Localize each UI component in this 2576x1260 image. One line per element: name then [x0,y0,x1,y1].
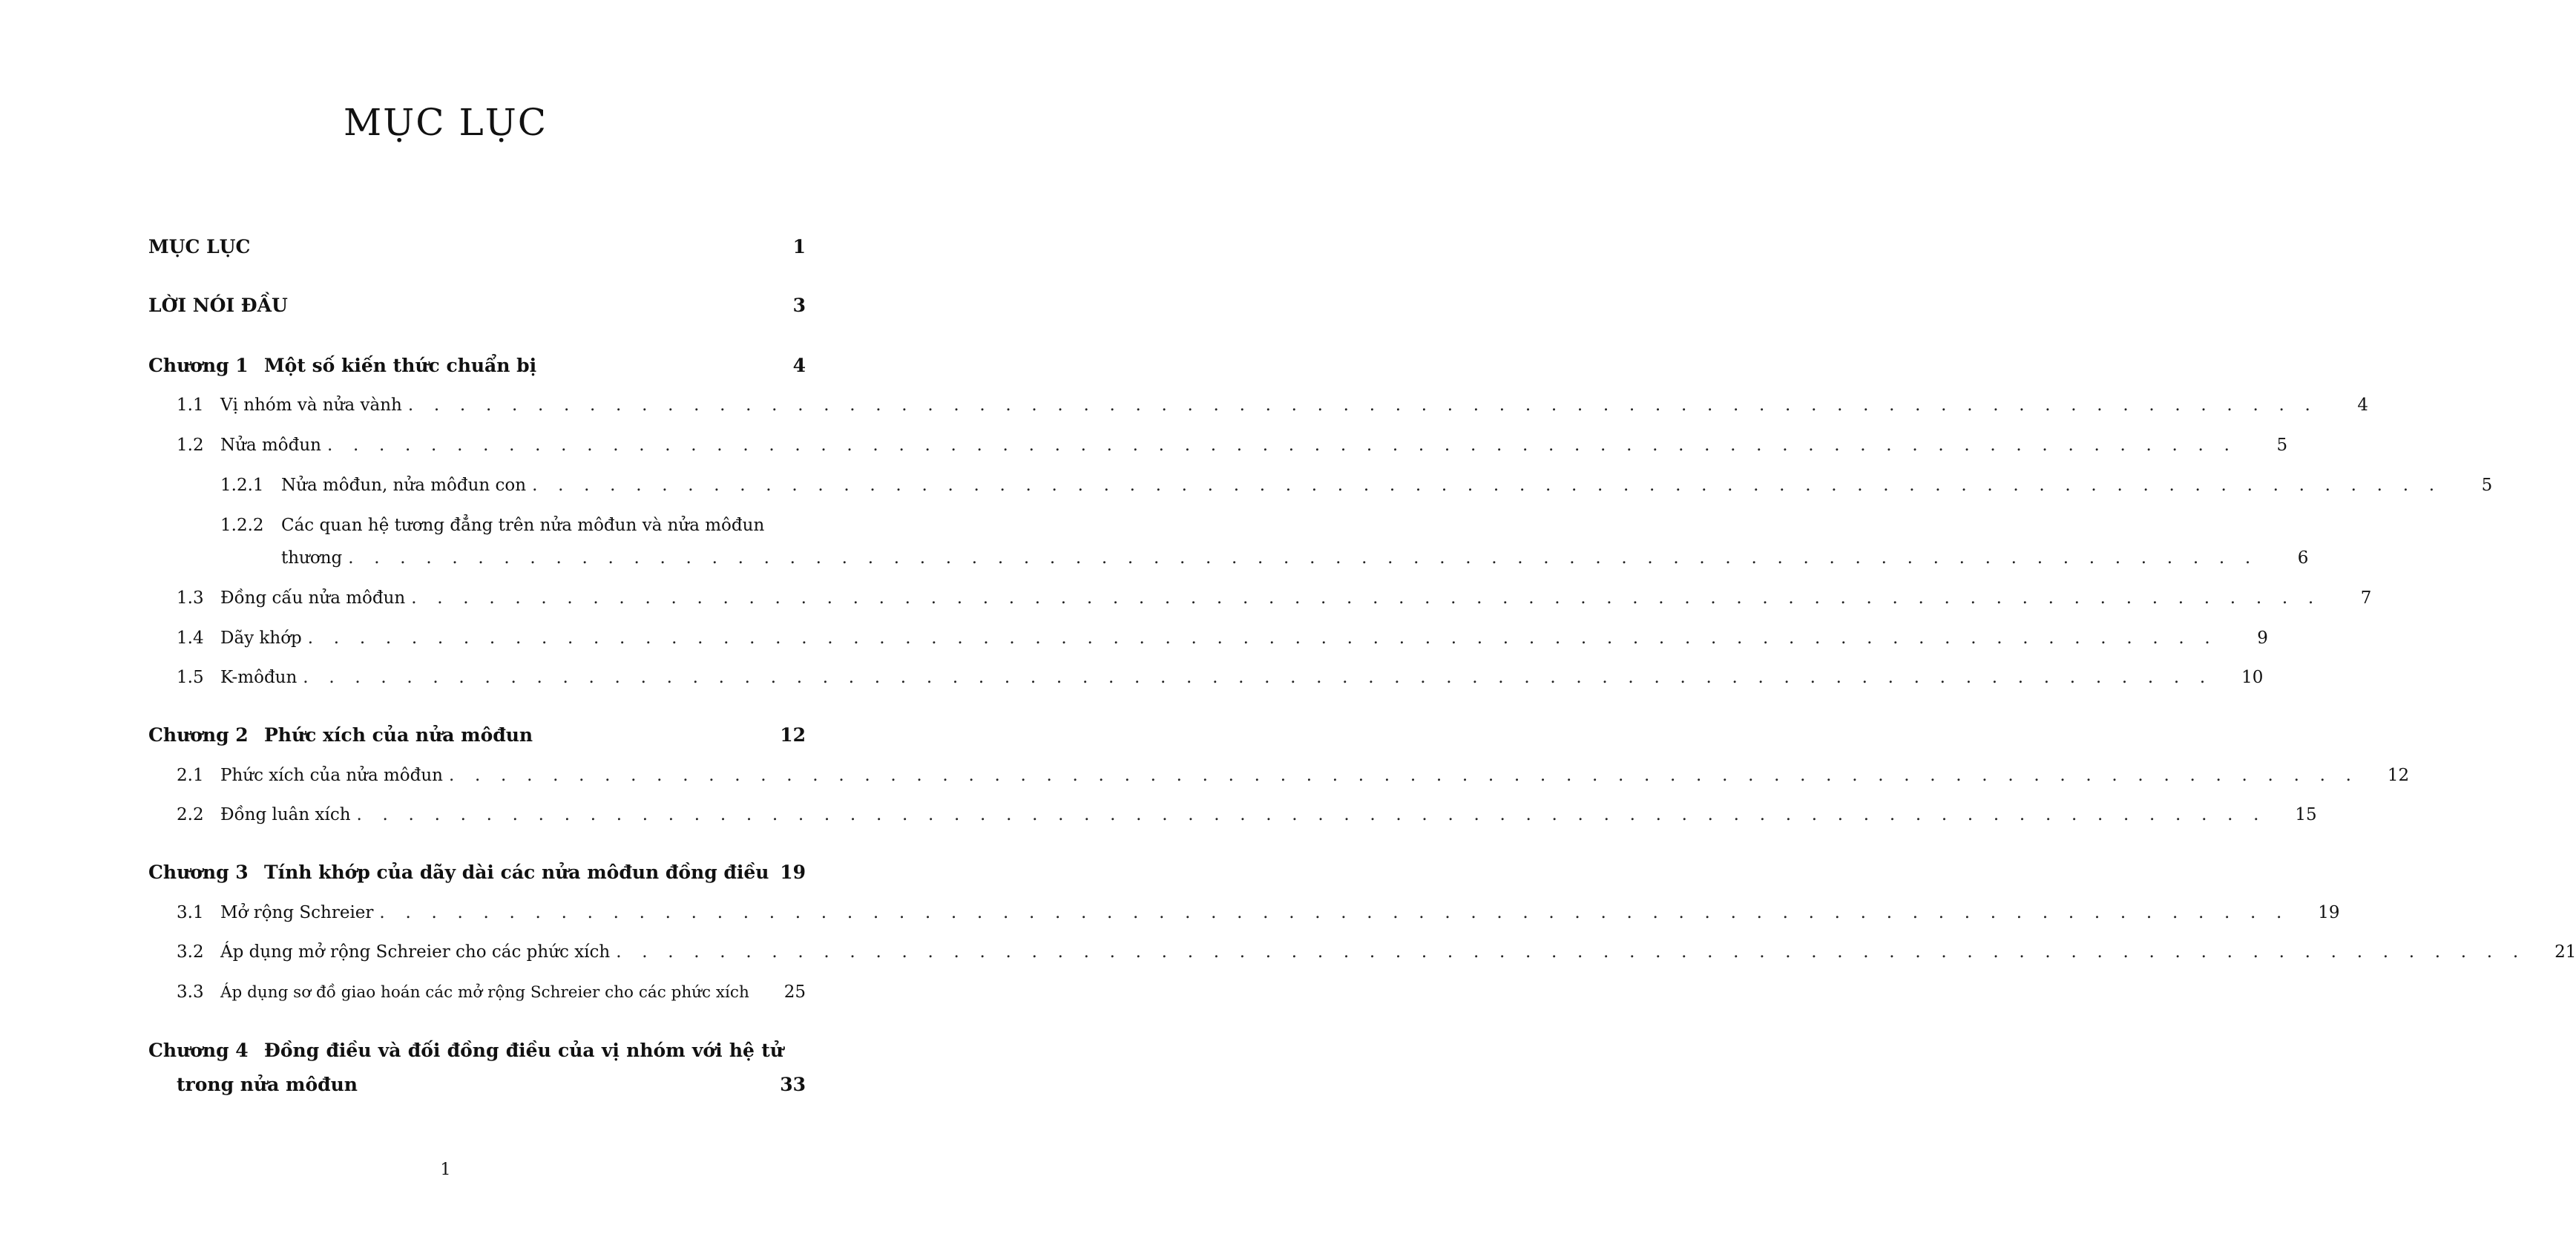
chapter-title-word: điều [505,1040,551,1061]
toc-section-2-2[interactable] [177,805,2317,824]
section-page: 12 [2387,766,2410,785]
toc-chapter-4[interactable] [148,1040,806,1061]
section-number: 1.1 [177,396,204,415]
chapter-title-word: đồng [447,1040,499,1061]
dot-leader: . . . . . . . . . . . . . . . . . . . . . . . . . . . . . . . . . . . . . . . . . . . . . . . . . . . . . . . . . . . . . . . . . . . . . . . . . . [532,476,2442,495]
section-page: 7 [2360,588,2372,608]
chapter-title-line1 [264,1040,783,1061]
section-title: Áp dụng mở rộng Schreier cho các phức xích [220,942,611,962]
toc-entry-loi-noi-dau[interactable] [148,295,806,316]
subsection-number: 1.2.2 [220,516,264,535]
section-number: 2.1 [177,766,204,785]
section-title: K-môđun [220,668,298,687]
toc-subsection-1-2-2-cont[interactable] [281,548,2309,568]
subsection-page: 6 [2297,548,2309,568]
toc-section-3-3[interactable] [177,982,806,1002]
toc-entry-page: 3 [792,295,806,316]
section-number: 3.3 [177,982,204,1002]
section-page: 25 [783,982,806,1002]
toc-chapter-4-cont[interactable] [177,1074,806,1095]
chapter-title-word: hệ [729,1040,755,1061]
section-number: 3.1 [177,903,204,922]
section-title: Dãy khớp [220,629,302,648]
toc-section-1-2[interactable] [177,436,2288,455]
section-page: 15 [2295,805,2317,824]
section-title: Đồng cấu nửa môđun [220,588,406,608]
toc-entry-muc-luc[interactable] [148,236,806,257]
chapter-title-word: tử [761,1040,783,1061]
chapter-page: 33 [780,1074,806,1095]
section-title: Đồng luân xích [220,805,351,824]
chapter-title-word: nhóm [626,1040,686,1061]
chapter-label: Chương 3 [148,862,249,883]
section-number: 3.2 [177,942,204,962]
section-number: 1.4 [177,629,204,648]
section-page: 19 [2318,903,2340,922]
toc-chapter-3[interactable] [148,862,806,883]
toc-entry-title: LỜI NÓI ĐẦU [148,295,288,316]
section-title: Phức xích của nửa môđun [220,766,443,785]
chapter-page: 19 [780,862,806,883]
section-number: 1.5 [177,668,204,687]
toc-section-2-1[interactable] [177,766,2410,785]
toc-subsection-1-2-1[interactable] [220,476,2493,495]
section-title: Nửa môđun [220,436,321,455]
dot-leader: . . . . . . . . . . . . . . . . . . . . . . . . . . . . . . . . . . . . . . . . . . . . . . . . . . . . . . . . . . . . . . . . . . . . . . . . . . [616,942,2526,962]
chapter-page: 12 [780,724,806,746]
dot-leader: . . . . . . . . . . . . . . . . . . . . . . . . . . . . . . . . . . . . . . . . . . . . . . . . . . . . . . . . . . . . . . . . . . . . . . . . . . [326,436,2238,455]
section-page: 21 [2554,942,2576,962]
section-title: Mở rộng Schreier [220,903,374,922]
chapter-title: Phức xích của nửa môđun [264,724,533,746]
dot-leader: . . . . . . . . . . . . . . . . . . . . . . . . . . . . . . . . . . . . . . . . . . . . . . . . . . . . . . . . . . . . . . . . . . . . . . . . . . [303,668,2213,687]
toc-section-1-4[interactable] [177,629,2268,648]
chapter-title-word: vị [601,1040,620,1061]
subsection-title-line2: thương [281,548,343,568]
chapter-title-word: Đồng [264,1040,320,1061]
section-page: 5 [2276,436,2288,455]
toc-chapter-2[interactable] [148,724,806,746]
toc-section-1-3[interactable] [177,588,2372,608]
chapter-title-word: của [558,1040,595,1061]
toc-entry-page: 1 [792,236,806,257]
subsection-title: Nửa môđun, nửa môđun con [281,476,527,495]
chapter-title-word: điều [326,1040,372,1061]
chapter-title-line2: trong nửa môđun [177,1074,358,1095]
subsection-title-line1: Các quan hệ tương đẳng trên nửa môđun và nửa môđun [281,516,765,535]
section-page: 4 [2357,396,2368,415]
section-number: 1.2 [177,436,204,455]
dot-leader: . . . . . . . . . . . . . . . . . . . . . . . . . . . . . . . . . . . . . . . . . . . . . . . . . . . . . . . . . . . . . . . . . . . . . . . . . . [407,396,2318,415]
chapter-page: 4 [792,355,806,376]
section-title: Áp dụng sơ đồ giao hoán các mở rộng Schreier cho các phức xích [220,983,749,1002]
dot-leader: . . . . . . . . . . . . . . . . . . . . . . . . . . . . . . . . . . . . . . . . . . . . . . . . . . . . . . . . . . . . . . . . . . . . . . . . . . [449,766,2359,785]
section-title: Vị nhóm và nửa vành [220,396,402,415]
toc-entry-title: MỤC LỤC [148,236,251,257]
chapter-title: Tính khớp của dãy dài các nửa môđun đồng điều [264,862,769,883]
toc-section-3-1[interactable] [177,903,2340,922]
chapter-label: Chương 2 [148,724,249,746]
subsection-page: 5 [2481,476,2493,495]
dot-leader: . . . . . . . . . . . . . . . . . . . . . . . . . . . . . . . . . . . . . . . . . . . . . . . . . . . . . . . . . . . . . . . . . . . . . . . . . . [379,903,2290,922]
dot-leader: . . . . . . . . . . . . . . . . . . . . . . . . . . . . . . . . . . . . . . . . . . . . . . . . . . . . . . . . . . . . . . . . . . . . . . . . . . [348,548,2258,568]
chapter-title-word: với [691,1040,723,1061]
dot-leader: . . . . . . . . . . . . . . . . . . . . . . . . . . . . . . . . . . . . . . . . . . . . . . . . . . . . . . . . . . . . . . . . . . . . . . . . . . [356,805,2267,824]
section-number: 2.2 [177,805,204,824]
chapter-title: Một số kiến thức chuẩn bị [264,355,537,376]
chapter-label: Chương 1 [148,355,249,376]
chapter-title-word: đối [407,1040,441,1061]
section-page: 9 [2257,629,2268,648]
toc-subsection-1-2-2[interactable] [220,516,806,535]
dot-leader: . . . . . . . . . . . . . . . . . . . . . . . . . . . . . . . . . . . . . . . . . . . . . . . . . . . . . . . . . . . . . . . . . . . . . . . . . . [307,629,2218,648]
chapter-title-word: và [378,1040,401,1061]
toc-section-1-5[interactable] [177,668,2264,687]
toc-section-1-1[interactable] [177,396,2368,415]
section-number: 1.3 [177,588,204,608]
toc-chapter-1[interactable] [148,355,806,376]
toc-section-3-2[interactable] [177,942,2576,962]
chapter-label: Chương 4 [148,1040,249,1061]
subsection-number: 1.2.1 [220,476,264,495]
dot-leader: . . . . . . . . . . . . . . . . . . . . . . . . . . . . . . . . . . . . . . . . . . . . . . . . . . . . . . . . . . . . . . . . . . . . . . . . . . [411,588,2322,608]
page-number: 1 [440,1161,451,1179]
page-title: MỤC LỤC [343,101,548,144]
section-page: 10 [2241,668,2264,687]
